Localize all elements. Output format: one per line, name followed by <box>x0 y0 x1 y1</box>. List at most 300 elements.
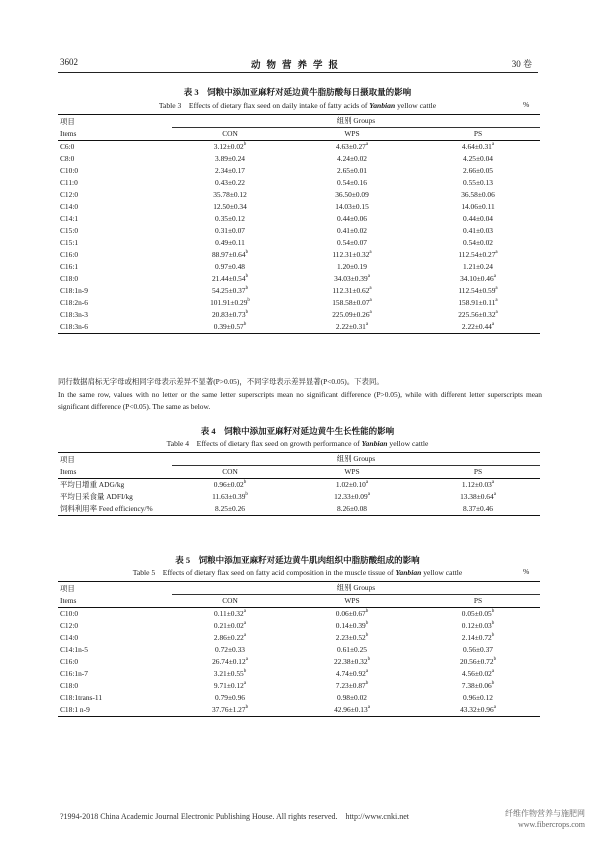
cell-value <box>288 321 416 334</box>
cell-mean-sd: 4.63±0.27 <box>335 142 366 151</box>
row-item-label: C11:0 <box>60 178 78 187</box>
cell-value <box>416 189 540 201</box>
table-row <box>58 213 540 225</box>
cell-value <box>288 692 416 704</box>
cell-mean-sd: 0.31±0.07 <box>215 226 245 235</box>
cell-mean-sd: 7.23±0.87 <box>335 681 366 690</box>
significance-letter: a <box>495 286 498 291</box>
volume-label: 30 卷 <box>511 59 532 69</box>
row-item-label: C14:1 <box>60 214 79 223</box>
significance-letter: a <box>495 310 498 315</box>
cell-mean-sd: 11.63±0.39 <box>212 492 246 501</box>
cell-mean-sd: 8.37±0.46 <box>463 504 493 513</box>
cell-value <box>172 153 288 165</box>
significance-letter: a <box>491 322 495 327</box>
row-item-label: C14:0 <box>60 633 79 642</box>
row-item-label: C16:1 <box>60 262 79 271</box>
cell-value <box>416 632 540 644</box>
cell-mean-sd: 20.83±0.73 <box>211 310 246 319</box>
table-row <box>58 479 540 492</box>
cell-mean-sd: 43.32±0.96 <box>460 705 494 714</box>
cell-mean-sd: 0.44±0.06 <box>337 214 367 223</box>
row-item-label: C10:0 <box>60 166 79 175</box>
cell-mean-sd: 2.14±0.72 <box>461 633 492 642</box>
table-row <box>58 285 540 297</box>
significance-letter: a <box>367 274 370 279</box>
table-row <box>58 237 540 249</box>
row-item-label: C18:3n-3 <box>60 310 88 319</box>
cell-value <box>288 177 416 189</box>
cell-value <box>172 632 288 644</box>
table-row <box>58 225 540 237</box>
cell-mean-sd: 12.50±0.34 <box>213 202 247 211</box>
cell-mean-sd: 34.10±0.46 <box>460 274 494 283</box>
cell-mean-sd: 0.72±0.33 <box>215 645 245 654</box>
cell-value <box>172 479 288 492</box>
cell-mean-sd: 0.97±0.48 <box>215 262 245 271</box>
significance-letter: a <box>369 310 372 315</box>
cell-mean-sd: 0.06±0.67 <box>335 609 366 618</box>
cell-mean-sd: 36.50±0.09 <box>335 190 369 199</box>
group-header-label: 组别 Groups <box>172 582 540 595</box>
significance-letter: a <box>491 142 495 147</box>
cell-value <box>172 165 288 177</box>
row-item-label: 平均日采食量 ADFI/kg <box>60 492 133 501</box>
cell-mean-sd: 0.56±0.37 <box>463 645 493 654</box>
row-item-label: C18:1trans-11 <box>60 693 103 702</box>
table3-note-en: In the same row, values with no letter or the same letter superscripts mean no significant difference (P>0.05), while with different letter superscripts mean significant difference (P<0.05). The same as below. <box>58 390 542 411</box>
cell-mean-sd: 2.65±0.01 <box>337 166 367 175</box>
row-item-label: C10:0 <box>60 609 79 618</box>
cell-mean-sd: 2.86±0.22 <box>213 633 244 642</box>
cell-mean-sd: 13.38±0.64 <box>460 492 494 501</box>
cell-value <box>416 644 540 656</box>
column-header-item-en: Items <box>58 466 172 479</box>
significance-letter: b <box>247 298 250 303</box>
cell-value <box>416 261 540 273</box>
cell-mean-sd: 0.21±0.02 <box>213 621 244 630</box>
cell-mean-sd: 225.09±0.26 <box>332 310 370 319</box>
cell-value <box>416 680 540 692</box>
cell-value <box>172 309 288 321</box>
cell-value <box>288 309 416 321</box>
table4-caption-zh: 表 4 饲粮中添加亚麻籽对延边黄牛生长性能的影响 <box>200 426 395 436</box>
table3-caption-zh: 表 3 饲粮中添加亚麻籽对延边黄牛脂肪酸每日摄取量的影响 <box>183 87 412 97</box>
cell-value <box>416 608 540 621</box>
header-rule <box>58 72 538 73</box>
significance-letter: b <box>243 480 247 485</box>
cell-mean-sd: 0.43±0.22 <box>215 178 245 187</box>
group-header-label: 组别 Groups <box>172 115 540 128</box>
table-header-row <box>58 128 540 141</box>
significance-letter: b <box>243 142 247 147</box>
row-item-label: C15:0 <box>60 226 79 235</box>
significance-letter: a <box>491 669 495 674</box>
table5-caption-en: Table 5 Effects of dietary flax seed on fatty acid composition in the muscle tissue of Yanbian yellow cattle <box>132 568 463 577</box>
cell-mean-sd: 112.54±0.59 <box>458 286 496 295</box>
cell-value <box>288 273 416 285</box>
row-item-label: C15:1 <box>60 238 79 247</box>
significance-letter: a <box>369 298 372 303</box>
significance-letter: a <box>495 250 498 255</box>
significance-letter: a <box>369 250 372 255</box>
cell-mean-sd: 1.02±0.10 <box>335 480 366 489</box>
group-header-label: 组别 Groups <box>172 453 540 466</box>
cell-value <box>416 656 540 668</box>
cell-mean-sd: 0.98±0.02 <box>337 693 367 702</box>
cell-value <box>172 656 288 668</box>
significance-letter: a <box>365 480 369 485</box>
column-header-ps: PS <box>416 466 540 479</box>
cell-mean-sd: 21.44±0.54 <box>211 274 246 283</box>
significance-letter: b <box>245 286 249 291</box>
cell-value <box>288 297 416 309</box>
cell-value <box>172 503 288 516</box>
significance-letter: b <box>365 681 369 686</box>
cell-mean-sd: 22.38±0.32 <box>333 657 368 666</box>
cell-value <box>416 321 540 334</box>
cell-mean-sd: 112.31±0.32 <box>332 250 370 259</box>
column-header-item-zh: 项目 <box>58 453 172 467</box>
table-row <box>58 608 540 621</box>
table-row <box>58 503 540 516</box>
cell-value <box>288 632 416 644</box>
significance-letter: a <box>493 274 496 279</box>
cell-value <box>416 620 540 632</box>
cell-value <box>288 165 416 177</box>
significance-letter: b <box>365 621 369 626</box>
cell-value <box>288 680 416 692</box>
significance-letter: b <box>491 609 495 614</box>
significance-letter: a <box>243 633 247 638</box>
row-item-label: C18:1n-9 <box>60 286 88 295</box>
cell-mean-sd: 2.23±0.52 <box>335 633 366 642</box>
table-row <box>58 189 540 201</box>
cell-value <box>416 704 540 717</box>
cell-value <box>416 153 540 165</box>
cell-value <box>288 704 416 717</box>
watermark-text <box>505 808 585 830</box>
cell-mean-sd: 4.64±0.31 <box>461 142 492 151</box>
cell-mean-sd: 0.96±0.02 <box>213 480 244 489</box>
cell-value <box>288 213 416 225</box>
cell-mean-sd: 2.22±0.44 <box>461 322 492 331</box>
table4 <box>58 452 540 516</box>
cell-mean-sd: 26.74±0.12 <box>212 657 246 666</box>
cell-mean-sd: 34.03±0.39 <box>334 274 368 283</box>
cell-mean-sd: 0.39±0.57 <box>213 322 244 331</box>
cell-mean-sd: 0.55±0.13 <box>463 178 493 187</box>
cell-mean-sd: 112.31±0.62 <box>332 286 370 295</box>
cell-mean-sd: 0.35±0.12 <box>215 214 245 223</box>
column-header-wps: WPS <box>288 595 416 608</box>
cell-mean-sd: 3.89±0.24 <box>215 154 245 163</box>
cell-value <box>416 503 540 516</box>
cell-mean-sd: 0.54±0.02 <box>463 238 493 247</box>
cell-value <box>172 225 288 237</box>
column-header-wps: WPS <box>288 128 416 141</box>
cell-value <box>288 225 416 237</box>
column-header-item-zh: 项目 <box>58 115 172 129</box>
significance-letter: a <box>367 705 370 710</box>
cell-mean-sd: 0.44±0.04 <box>463 214 493 223</box>
cell-value <box>416 309 540 321</box>
table3-note-zh: 同行数据肩标无字母或相同字母表示差异不显著(P>0.05)，不同字母表示差异显著(P<0.05)。下表同。 <box>58 377 384 386</box>
cell-mean-sd: 101.91±0.29 <box>210 298 248 307</box>
table-row <box>58 692 540 704</box>
table-row <box>58 153 540 165</box>
cell-mean-sd: 42.96±0.13 <box>334 705 368 714</box>
table-row <box>58 632 540 644</box>
table-row <box>58 309 540 321</box>
cell-mean-sd: 4.74±0.92 <box>335 669 366 678</box>
cell-mean-sd: 8.25±0.26 <box>215 504 245 513</box>
cell-mean-sd: 12.33±0.09 <box>334 492 368 501</box>
cell-value <box>288 656 416 668</box>
cell-value <box>172 491 288 503</box>
cell-value <box>172 201 288 213</box>
column-header-item-zh: 项目 <box>58 582 172 596</box>
cell-value <box>172 620 288 632</box>
cell-value <box>416 285 540 297</box>
cell-value <box>288 201 416 213</box>
significance-letter: b <box>243 322 247 327</box>
cell-value <box>172 692 288 704</box>
row-item-label: C14:1n-5 <box>60 645 88 654</box>
column-header-ps: PS <box>416 128 540 141</box>
cell-mean-sd: 0.61±0.25 <box>337 645 367 654</box>
cell-mean-sd: 0.54±0.16 <box>337 178 367 187</box>
cell-value <box>416 225 540 237</box>
cell-mean-sd: 0.11±0.32 <box>214 609 244 618</box>
table3-caption-en: Table 3 Effects of dietary flax seed on daily intake of fatty acids of Yanbian yellow cattle <box>158 101 437 110</box>
cell-value <box>416 165 540 177</box>
cell-mean-sd: 54.25±0.37 <box>211 286 246 295</box>
row-item-label: C8:0 <box>60 154 75 163</box>
significance-letter: a <box>365 669 369 674</box>
cell-value <box>416 692 540 704</box>
row-item-label: C18:0 <box>60 681 79 690</box>
table-row <box>58 261 540 273</box>
cell-value <box>416 297 540 309</box>
table-row <box>58 668 540 680</box>
copyright-footer: ?1994-2018 China Academic Journal Electronic Publishing House. All rights reserved. http://www.cnki.net <box>60 812 409 821</box>
table-row <box>58 644 540 656</box>
cell-value <box>288 608 416 621</box>
cell-mean-sd: 158.91±0.11 <box>458 298 496 307</box>
cell-mean-sd: 1.12±0.03 <box>461 480 492 489</box>
cell-mean-sd: 0.79±0.96 <box>215 693 245 702</box>
significance-letter: b <box>493 657 497 662</box>
cell-value <box>288 237 416 249</box>
row-item-label: C14:0 <box>60 202 79 211</box>
cell-value <box>288 503 416 516</box>
cell-value <box>288 644 416 656</box>
significance-letter: a <box>369 286 372 291</box>
cell-value <box>172 680 288 692</box>
cell-value <box>172 297 288 309</box>
significance-letter: a <box>243 609 246 614</box>
significance-letter: a <box>367 492 370 497</box>
cell-mean-sd: 4.56±0.02 <box>461 669 492 678</box>
table-row <box>58 704 540 717</box>
cell-value <box>416 491 540 503</box>
cell-value <box>172 644 288 656</box>
table-header-row <box>58 453 540 467</box>
significance-letter: b <box>245 310 249 315</box>
page-number: 3602 <box>60 57 78 67</box>
table-row <box>58 141 540 154</box>
row-item-label: C18:1 n-9 <box>58 704 172 717</box>
cell-value <box>172 668 288 680</box>
cell-mean-sd: 2.66±0.05 <box>463 166 493 175</box>
significance-letter: b <box>365 633 369 638</box>
cell-mean-sd: 1.20±0.19 <box>337 262 367 271</box>
table-row <box>58 620 540 632</box>
table4-caption-en: Table 4 Effects of dietary flax seed on growth performance of Yanbian yellow cattle <box>166 439 429 448</box>
table-header-row <box>58 115 540 129</box>
cell-mean-sd: 4.24±0.02 <box>337 154 367 163</box>
journal-title: 动物营养学报 <box>250 61 344 71</box>
cell-value <box>288 491 416 503</box>
significance-letter: a <box>491 480 495 485</box>
cell-value <box>416 249 540 261</box>
row-item-label: C6:0 <box>60 142 75 151</box>
cell-value <box>172 704 288 717</box>
significance-letter: b <box>491 633 495 638</box>
cell-mean-sd: 2.34±0.17 <box>215 166 245 175</box>
cell-value <box>288 249 416 261</box>
table-row <box>58 177 540 189</box>
cell-mean-sd: 0.49±0.11 <box>215 238 245 247</box>
cell-mean-sd: 88.97±0.64 <box>211 250 246 259</box>
cell-value <box>172 261 288 273</box>
watermark-line1: 纤维作物营养与施肥网 <box>505 809 585 818</box>
table5-unit: % <box>523 567 530 576</box>
significance-letter: b <box>245 250 249 255</box>
table-row <box>58 491 540 503</box>
cell-value <box>288 189 416 201</box>
cell-value <box>288 620 416 632</box>
table5-caption-zh: 表 5 饲粮中添加亚麻籽对延边黄牛肌肉组织中脂肪酸组成的影响 <box>175 555 420 565</box>
cell-mean-sd: 7.38±0.06 <box>461 681 492 690</box>
cell-value <box>416 141 540 154</box>
cell-value <box>172 237 288 249</box>
table-header-row <box>58 582 540 596</box>
cell-value <box>172 608 288 621</box>
table-row <box>58 201 540 213</box>
cell-value <box>172 189 288 201</box>
row-item-label: 饲料利用率 Feed efficiency/% <box>58 503 172 516</box>
cell-value <box>416 479 540 492</box>
cell-mean-sd: 2.22±0.31 <box>335 322 366 331</box>
significance-letter: a <box>243 621 247 626</box>
cell-mean-sd: 0.41±0.03 <box>463 226 493 235</box>
cell-mean-sd: 0.12±0.03 <box>461 621 492 630</box>
cell-mean-sd: 9.71±0.12 <box>213 681 244 690</box>
significance-letter: b <box>245 274 249 279</box>
significance-letter: a <box>245 657 248 662</box>
table-header-row <box>58 595 540 608</box>
significance-letter: a <box>365 142 369 147</box>
cell-mean-sd: 35.78±0.12 <box>213 190 247 199</box>
cell-value <box>288 479 416 492</box>
cell-mean-sd: 0.05±0.05 <box>461 609 492 618</box>
table-row <box>58 680 540 692</box>
cell-mean-sd: 4.25±0.04 <box>463 154 493 163</box>
row-item-label: 平均日增重 ADG/kg <box>60 480 125 489</box>
table3 <box>58 114 540 334</box>
table-row <box>58 321 540 334</box>
cell-mean-sd: 0.14±0.39 <box>335 621 366 630</box>
cell-mean-sd: 0.54±0.07 <box>337 238 367 247</box>
significance-letter: a <box>493 705 496 710</box>
watermark-line2: www.fibercrops.com <box>517 820 585 829</box>
group-header <box>172 115 540 129</box>
cell-mean-sd: 225.56±0.32 <box>458 310 496 319</box>
cell-value <box>288 153 416 165</box>
row-item-label: C18:3n-6 <box>58 321 172 334</box>
significance-letter: b <box>367 657 371 662</box>
cell-mean-sd: 14.03±0.15 <box>335 202 369 211</box>
cell-mean-sd: 3.12±0.02 <box>213 142 244 151</box>
cell-value <box>416 668 540 680</box>
cell-value <box>416 237 540 249</box>
cell-mean-sd: 3.21±0.55 <box>213 669 244 678</box>
row-item-label: C12:0 <box>60 190 79 199</box>
column-header-item-en: Items <box>58 128 172 141</box>
row-item-label: C16:1n-7 <box>60 669 88 678</box>
row-item-label: C12:0 <box>60 621 79 630</box>
row-item-label: C16:0 <box>60 250 79 259</box>
table-row <box>58 273 540 285</box>
cell-mean-sd: 37.76±1.27 <box>211 705 246 714</box>
cell-mean-sd: 112.54±0.27 <box>458 250 496 259</box>
table3-unit: % <box>523 100 530 109</box>
table-row <box>58 656 540 668</box>
cell-mean-sd: 0.41±0.02 <box>337 226 367 235</box>
cell-mean-sd: 20.56±0.72 <box>459 657 494 666</box>
column-header-ps: PS <box>416 595 540 608</box>
cell-value <box>288 141 416 154</box>
significance-letter: b <box>491 621 495 626</box>
row-item-label: C18:0 <box>60 274 79 283</box>
row-item-label: C18:2n-6 <box>60 298 88 307</box>
cell-value <box>288 285 416 297</box>
table5 <box>58 581 540 717</box>
column-header-con: CON <box>172 466 288 479</box>
cell-value <box>416 201 540 213</box>
row-item-label: C16:0 <box>60 657 79 666</box>
column-header-con: CON <box>172 595 288 608</box>
cell-value <box>172 177 288 189</box>
cell-value <box>416 273 540 285</box>
significance-letter: b <box>245 492 248 497</box>
column-header-item-en: Items <box>58 595 172 608</box>
significance-letter: a <box>495 298 498 303</box>
group-header <box>172 582 540 596</box>
table-row <box>58 297 540 309</box>
cell-value <box>288 668 416 680</box>
cell-mean-sd: 36.58±0.06 <box>461 190 495 199</box>
cell-value <box>172 273 288 285</box>
column-header-wps: WPS <box>288 466 416 479</box>
cell-value <box>416 177 540 189</box>
cell-value <box>172 321 288 334</box>
cell-value <box>416 213 540 225</box>
cell-value <box>288 261 416 273</box>
cell-value <box>172 249 288 261</box>
